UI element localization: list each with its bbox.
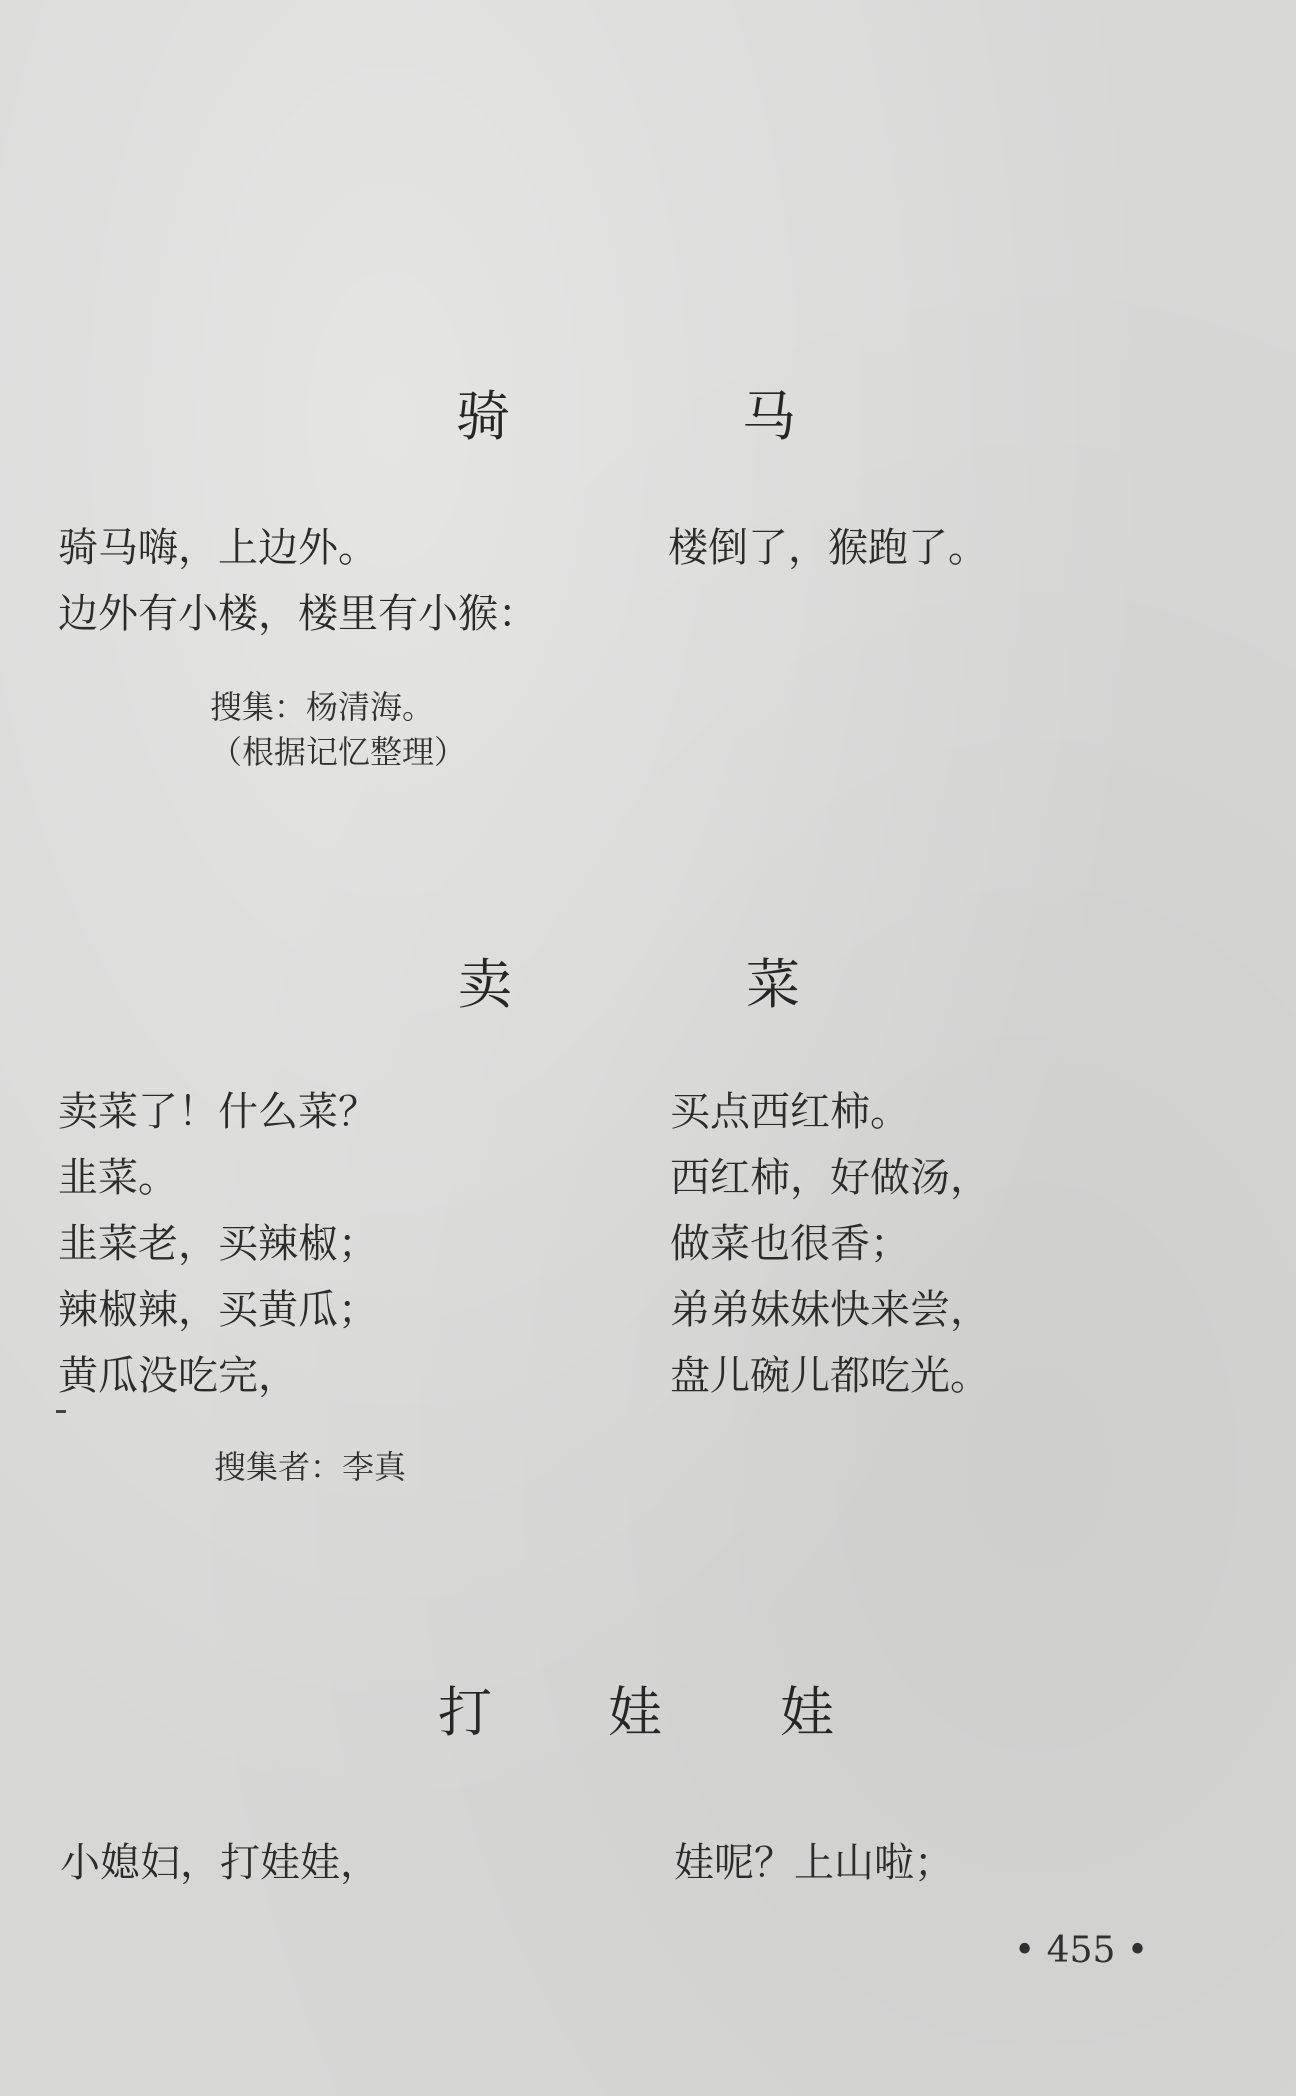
poem-3-right-line-1: 娃呢？上山啦； [674,1840,954,1886]
poem-2-credit-collector: 搜集者：李真 [214,1448,407,1486]
poem-2-left-line-2: 韭菜。 [58,1155,178,1201]
poem-3-title-char-2: 娃 [608,1681,662,1744]
poem-1-title-char-1: 骑 [456,385,510,448]
poem-1-credit-collector: 搜集：杨清海。 [210,688,435,726]
poem-1-title-char-2: 马 [742,385,796,448]
poem-2-left-line-5: 黄瓜没吃完， [58,1353,298,1399]
poem-1-left-line-1: 骑马嗨，上边外。 [58,525,378,571]
poem-2-title-char-1: 卖 [458,953,512,1016]
poem-2-right-line-3: 做菜也很香； [670,1221,910,1267]
poem-2-left-line-1: 卖菜了！什么菜？ [58,1089,378,1135]
poem-2-left-line-3: 韭菜老，买辣椒； [58,1221,378,1267]
poem-2-left-line-4: 辣椒辣，买黄瓜； [58,1287,378,1333]
poem-2-right-line-4: 弟弟妹妹快来尝， [670,1287,990,1333]
page-number: • 455 • [1014,1930,1149,1971]
poem-1-left-line-2: 边外有小楼，楼里有小猴： [58,591,538,637]
poem-2-right-line-2: 西红柿，好做汤， [670,1155,990,1201]
poem-1-right-line-1: 楼倒了，猴跑了。 [668,525,988,571]
poem-3-title-char-3: 娃 [780,1681,834,1744]
poem-2-right-line-5: 盘儿碗儿都吃光。 [670,1353,990,1399]
poem-3-title-char-1: 打 [438,1681,492,1744]
poem-3-left-line-1: 小媳妇，打娃娃， [60,1840,380,1886]
stray-print-mark [56,1410,66,1413]
poem-2-title-char-2: 菜 [746,953,800,1016]
poem-1-credit-note: （根据记忆整理） [210,733,467,771]
poem-2-right-line-1: 买点西红柿。 [670,1089,910,1135]
